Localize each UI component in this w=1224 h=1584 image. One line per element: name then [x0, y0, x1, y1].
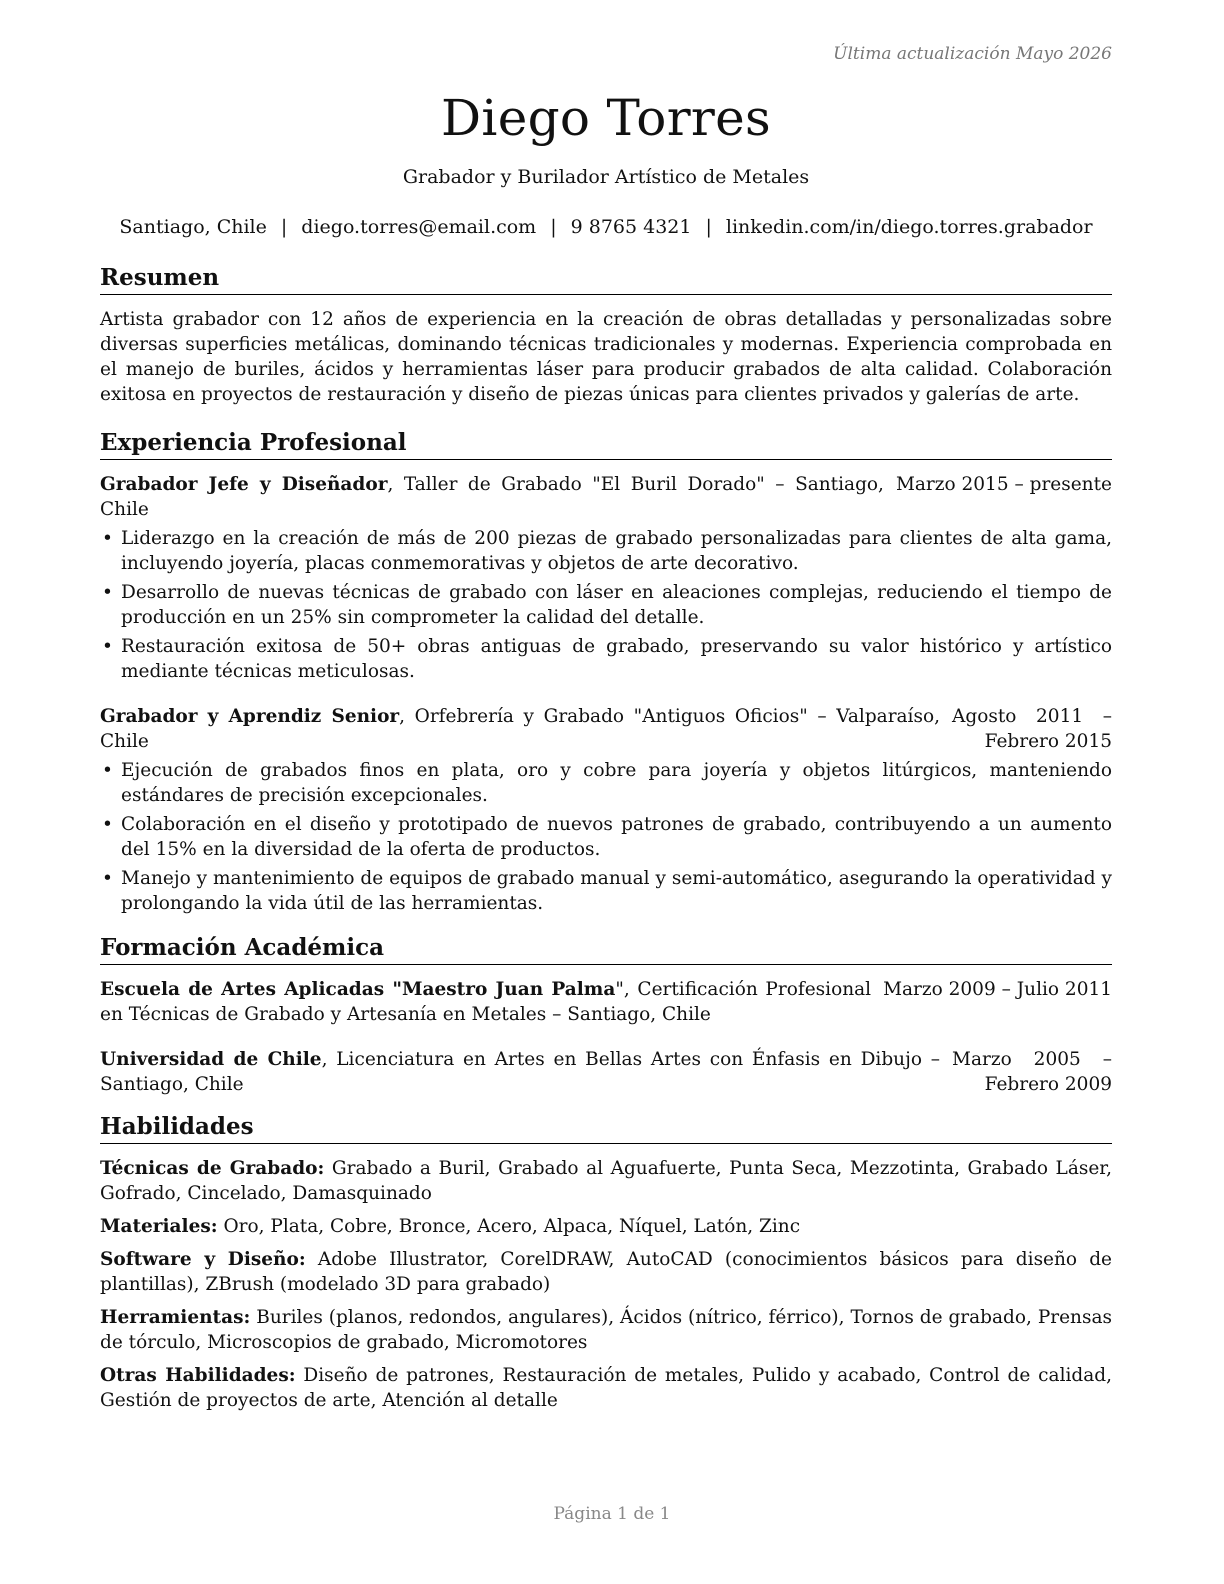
bullet-icon: •: [102, 636, 113, 657]
contact-separator: |: [705, 216, 712, 238]
bullet-icon: •: [102, 814, 113, 835]
skill-label: Materiales:: [100, 1216, 218, 1237]
job-dates: Agosto 2011 – Febrero 2015: [952, 706, 1112, 752]
bullet-icon: •: [102, 582, 113, 603]
job-bullets: [100, 758, 1112, 916]
section-title-summary: Resumen: [100, 264, 1112, 295]
education-entry: [100, 977, 1112, 1027]
skill-label: Software y Diseño:: [100, 1249, 306, 1270]
contact-separator: |: [550, 216, 557, 238]
bullet-text: Colaboración en el diseño y prototipado de nuevos patrones de grabado, contribuyendo a un aumento del 15% en la diversidad de la oferta de productos.: [121, 814, 1112, 860]
list-item: [100, 866, 1112, 916]
list-item: [100, 812, 1112, 862]
job-entry: [100, 704, 1112, 916]
job-org: , Orfebrería y Grabado "Antiguos Oficios" – Valparaíso, Chile: [100, 706, 940, 752]
section-title-experience: Experiencia Profesional: [100, 429, 1112, 460]
skill-value: Buriles (planos, redondos, angulares), Ácidos (nítrico, férrico), Tornos de grabado, Prensas de tórculo, Microscopios de grabado, Micromotores: [100, 1307, 1112, 1353]
skill-row: [100, 1156, 1112, 1206]
skill-value: Diseño de patrones, Restauración de metales, Pulido y acabado, Control de calidad, Gestión de proyectos de arte, Atención al detalle: [100, 1365, 1112, 1411]
skill-row: [100, 1214, 1112, 1239]
summary-section: [100, 264, 1112, 407]
contact-separator: |: [280, 216, 288, 238]
education-school: Universidad de Chile: [100, 1049, 322, 1070]
candidate-name: Diego Torres: [441, 89, 771, 147]
candidate-headline: Grabador y Burilador Artístico de Metales: [402, 166, 810, 188]
last-updated: Última actualización Mayo 2026: [833, 44, 1112, 64]
job-header: [100, 704, 1112, 754]
experience-section: [100, 429, 1112, 916]
bullet-text: Manejo y mantenimiento de equipos de grabado manual y semi-automático, asegurando la operatividad y prolongando la vida útil de las herramientas.: [121, 868, 1112, 914]
list-item: [100, 580, 1112, 630]
list-item: [100, 526, 1112, 576]
list-item: [100, 758, 1112, 808]
bullet-text: Liderazgo en la creación de más de 200 piezas de grabado personalizadas para clientes de alta gama, incluyendo joyería, placas conmemorativas y objetos de arte decorativo.: [121, 528, 1112, 574]
education-dates: Marzo 2005 – Febrero 2009: [952, 1049, 1112, 1095]
bullet-icon: •: [102, 760, 113, 781]
job-header: [100, 472, 1112, 522]
bullet-text: Desarrollo de nuevas técnicas de grabado con láser en aleaciones complejas, reduciendo el tiempo de producción en un 25% sin comprometer la calidad del detalle.: [121, 582, 1112, 628]
skill-row: [100, 1363, 1112, 1413]
education-detail: , Certificación Profesional en Técnicas de Grabado y Artesanía en Metales – Santiago, Chile: [100, 979, 872, 1025]
skill-label: Herramientas:: [100, 1307, 251, 1328]
job-dates: Marzo 2015 – presente: [895, 474, 1112, 495]
education-dates: Marzo 2009 – Julio 2011: [883, 979, 1112, 1000]
bullet-icon: •: [102, 528, 113, 549]
job-org: , Taller de Grabado "El Buril Dorado" – Santiago, Chile: [100, 474, 884, 520]
skill-value: Grabado a Buril, Grabado al Aguafuerte, Punta Seca, Mezzotinta, Grabado Láser, Gofrado, Cincelado, Damasquinado: [100, 1158, 1112, 1204]
page-footer: Página 1 de 1: [553, 1504, 671, 1524]
skill-label: Técnicas de Grabado:: [100, 1158, 325, 1179]
job-entry: [100, 472, 1112, 684]
contact-email[interactable]: diego.torres@email.com: [301, 216, 537, 238]
job-role: Grabador Jefe y Diseñador: [100, 474, 388, 495]
summary-text: Artista grabador con 12 años de experiencia en la creación de obras detalladas y personalizadas sobre diversas superficies metálicas, dominando técnicas tradicionales y modernas. Experiencia comprobada en el manejo de buriles, ácidos y herramientas láser para producir grabados de alta calidad. Colaboración exitosa en proyectos de restauración y diseño de piezas únicas para clientes privados y galerías de arte.: [100, 309, 1112, 405]
education-section: [100, 934, 1112, 1097]
contact-linkedin[interactable]: linkedin.com/in/diego.torres.grabador: [725, 216, 1093, 238]
education-quote: ": [615, 979, 624, 1000]
skills-section: [100, 1113, 1112, 1413]
education-school: Escuela de Artes Aplicadas "Maestro Juan Palma: [100, 979, 616, 1000]
skill-label: Otras Habilidades:: [100, 1365, 296, 1386]
contact-location: Santiago, Chile: [119, 216, 267, 238]
education-header: [100, 1047, 1112, 1097]
skill-value: Adobe Illustrator, CorelDRAW, AutoCAD (conocimientos básicos para diseño de plantillas), ZBrush (modelado 3D para grabado): [100, 1249, 1113, 1295]
section-title-skills: Habilidades: [100, 1113, 1112, 1144]
education-header: [100, 977, 1112, 1027]
contact-line: [100, 216, 1112, 238]
contact-phone: 9 8765 4321: [570, 216, 692, 238]
skill-row: [100, 1305, 1112, 1355]
skill-value: Oro, Plata, Cobre, Bronce, Acero, Alpaca, Níquel, Latón, Zinc: [217, 1216, 801, 1237]
bullet-text: Ejecución de grabados finos en plata, oro y cobre para joyería y objetos litúrgicos, manteniendo estándares de precisión excepcionales.: [121, 760, 1112, 806]
bullet-text: Restauración exitosa de 50+ obras antiguas de grabado, preservando su valor histórico y artístico mediante técnicas meticulosas.: [121, 636, 1112, 682]
list-item: [100, 634, 1112, 684]
skill-row: [100, 1247, 1112, 1297]
education-entry: [100, 1047, 1112, 1097]
section-title-education: Formación Académica: [100, 934, 1112, 965]
bullet-icon: •: [102, 868, 113, 889]
education-detail: , Licenciatura en Artes en Bellas Artes con Énfasis en Dibujo – Santiago, Chile: [100, 1049, 940, 1095]
job-bullets: [100, 526, 1112, 684]
job-role: Grabador y Aprendiz Senior: [100, 706, 400, 727]
